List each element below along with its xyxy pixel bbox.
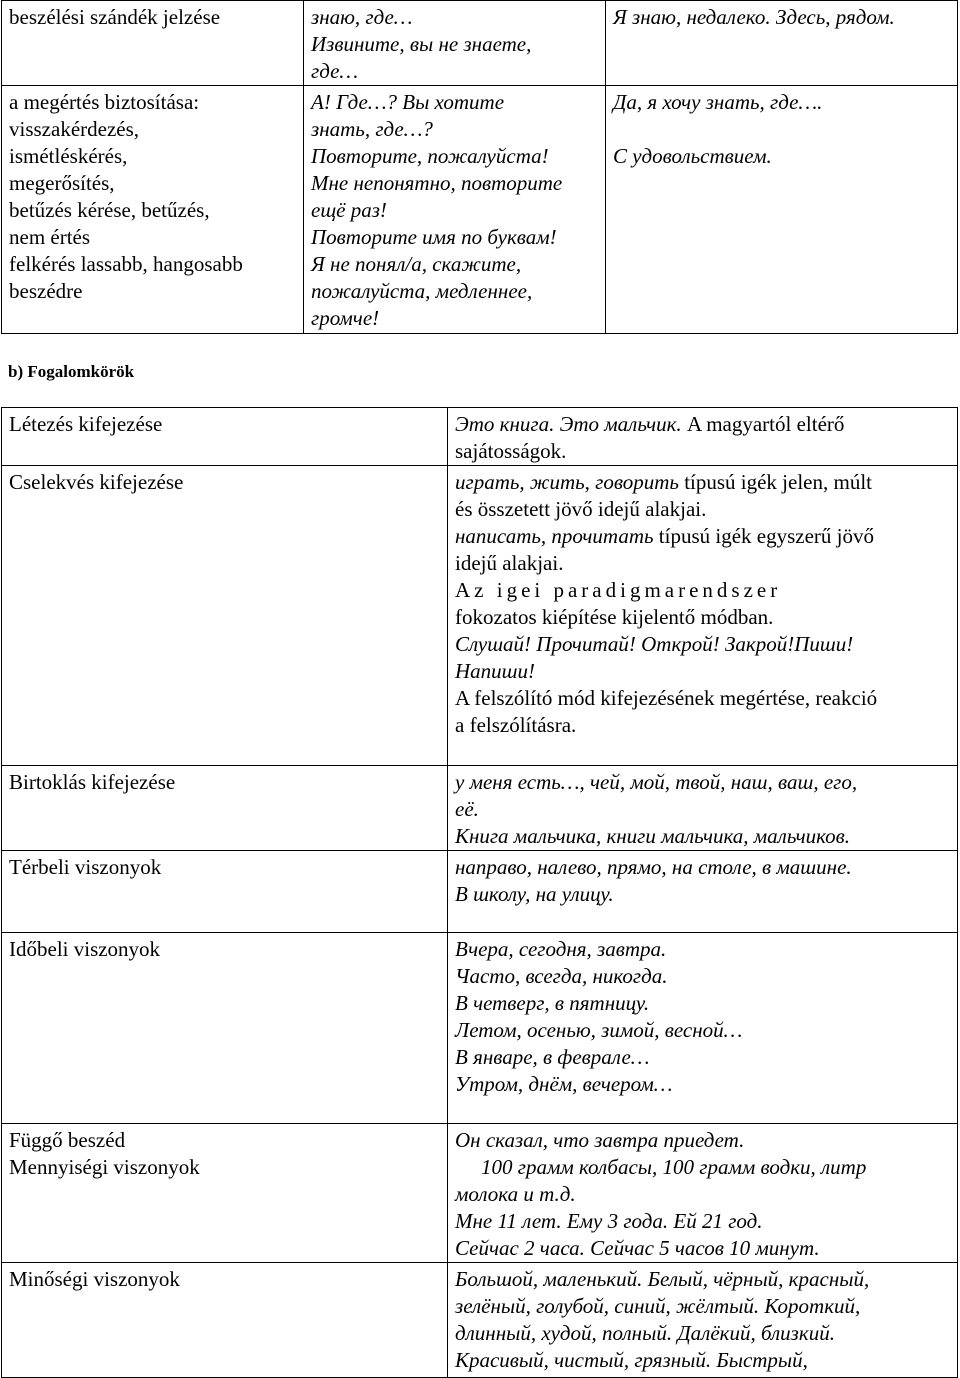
row-label [2,1124,448,1263]
cell-line: Függő beszéd [9,1128,126,1152]
cell-line: fokozatos kiépítése kijelentő módban. [455,605,774,629]
cell-line: где… [311,59,359,83]
cell-line: длинный, худой, полный. Далёкий, близкий. [455,1321,835,1345]
cell-line: Я не понял/а, скажите, [311,252,522,276]
cell-line: В январе, в феврале… [455,1045,650,1069]
cell-line: молока и т.д. [455,1182,576,1206]
cell-line: és összetett jövő idejű alakjai. [455,497,707,521]
cell-line: Часто, всегда, никогда. [455,964,668,988]
row-label: Minőségi viszonyok [2,1263,448,1378]
cell-line: Он сказал, что завтра приедет. [455,1128,745,1152]
cell-line: Летом, осенью, зимой, весной… [455,1018,743,1042]
cell-line: Мне непонятно, повторите [311,171,563,195]
cell-line: Mennyiségi viszonyok [9,1155,200,1179]
cell-line: Утром, днём, вечером… [455,1072,673,1096]
cell-line: у меня есть…, чей, мой, твой, наш, ваш, его, [455,770,858,794]
table-row [2,933,958,1124]
cell-line: Напиши! [455,659,536,683]
cell-line: громче! [311,306,380,330]
cell-line: Повторите, пожалуйста! [311,144,549,168]
cell-line: Мне 11 лет. Ему 3 года. Ей 21 год. [455,1209,763,1233]
table-row [2,86,958,334]
cell-line: пожалуйста, медленнее, [311,279,533,303]
cell-line: Большой, маленький. Белый, чёрный, красный, [455,1267,870,1291]
cell-line: 100 грамм колбасы, 100 грамм водки, литр [481,1155,867,1179]
table-row [2,466,958,766]
top-table [1,0,958,334]
row-content [448,1263,958,1378]
row-content [448,1124,958,1263]
row-content [448,933,958,1124]
cell-line: А! Где…? Вы хотите [311,90,505,114]
cell-line: Извините, вы не знаете, [311,32,532,56]
cell-line: В четверг, в пятницу. [455,991,650,1015]
table-row [2,1124,958,1263]
cell-line: Вчера, сегодня, завтра. [455,937,667,961]
row-content [448,466,958,766]
cell-line: Да, я хочу знать, где…. [613,90,823,114]
cell-line: nem értés [9,225,91,249]
table-row [2,1263,958,1378]
cell-line: sajátosságok. [455,439,567,463]
row-label: Térbeli viszonyok [2,851,448,933]
row-content [448,408,958,466]
cell-line: a megértés biztosítása: [9,90,200,114]
table-cell-right [606,1,958,86]
table-row [2,851,958,933]
cell-line: beszélési szándék jelzése [9,5,221,29]
cell-line: Книга мальчика, книги мальчика, мальчиков. [455,824,850,848]
table-cell-left [2,1,304,86]
table-cell-middle [304,86,606,334]
cell-line: idejű alakjai. [455,551,564,575]
table-cell-right [606,86,958,334]
row-label: Létezés kifejezése [2,408,448,466]
section-heading: b) Fogalomkörök [8,362,135,381]
cell-line: написать, прочитать típusú igék egyszerű jövő [455,524,875,548]
cell-line: знаю, где… [311,5,413,29]
cell-line: Повторите имя по буквам! [311,225,557,249]
cell-line: ещё раз! [311,198,387,222]
table-row [2,1,958,86]
cell-line: megerősítés, [9,171,115,195]
cell-line: Сейчас 2 часа. Сейчас 5 часов 10 минут. [455,1236,820,1260]
cell-line: Я знаю, недалеко. Здесь, рядом. [613,5,895,29]
cell-line: felkérés lassabb, hangosabb [9,252,243,276]
cell-line: зелёный, голубой, синий, жёлтый. Короткий, [455,1294,861,1318]
cell-line: betűzés kérése, betűzés, [9,198,210,222]
table-cell-middle [304,1,606,86]
cell-line: a felszólításra. [455,713,577,737]
table-cell-left [2,86,304,334]
cell-line: Это книга. Это мальчик. A magyartól eltérő [455,412,845,436]
cell-line [613,116,951,143]
cell-line: Красивый, чистый, грязный. Быстрый, [455,1348,808,1372]
cell-line: beszédre [9,279,83,303]
row-content [448,766,958,851]
concepts-table [1,407,958,1378]
cell-line: Слушай! Прочитай! Открой! Закрой!Пиши! [455,632,854,656]
cell-line: Az igei paradigmarendszer [455,578,782,602]
cell-line: играть, жить, говорить típusú igék jelen, múlt [455,470,872,494]
cell-line: знать, где…? [311,117,433,141]
row-content [448,851,958,933]
cell-line: направо, налево, прямо, на столе, в машине. [455,855,852,879]
cell-line: её. [455,797,479,821]
table-row [2,408,958,466]
cell-line: В школу, на улицу. [455,882,614,906]
row-label: Időbeli viszonyok [2,933,448,1124]
cell-line: A felszólító mód kifejezésének megértése, reakció [455,686,878,710]
row-label: Birtoklás kifejezése [2,766,448,851]
cell-line: С удовольствием. [613,144,772,168]
cell-line: visszakérdezés, [9,117,140,141]
row-label: Cselekvés kifejezése [2,466,448,766]
cell-line: ismétléskérés, [9,144,128,168]
table-row [2,766,958,851]
